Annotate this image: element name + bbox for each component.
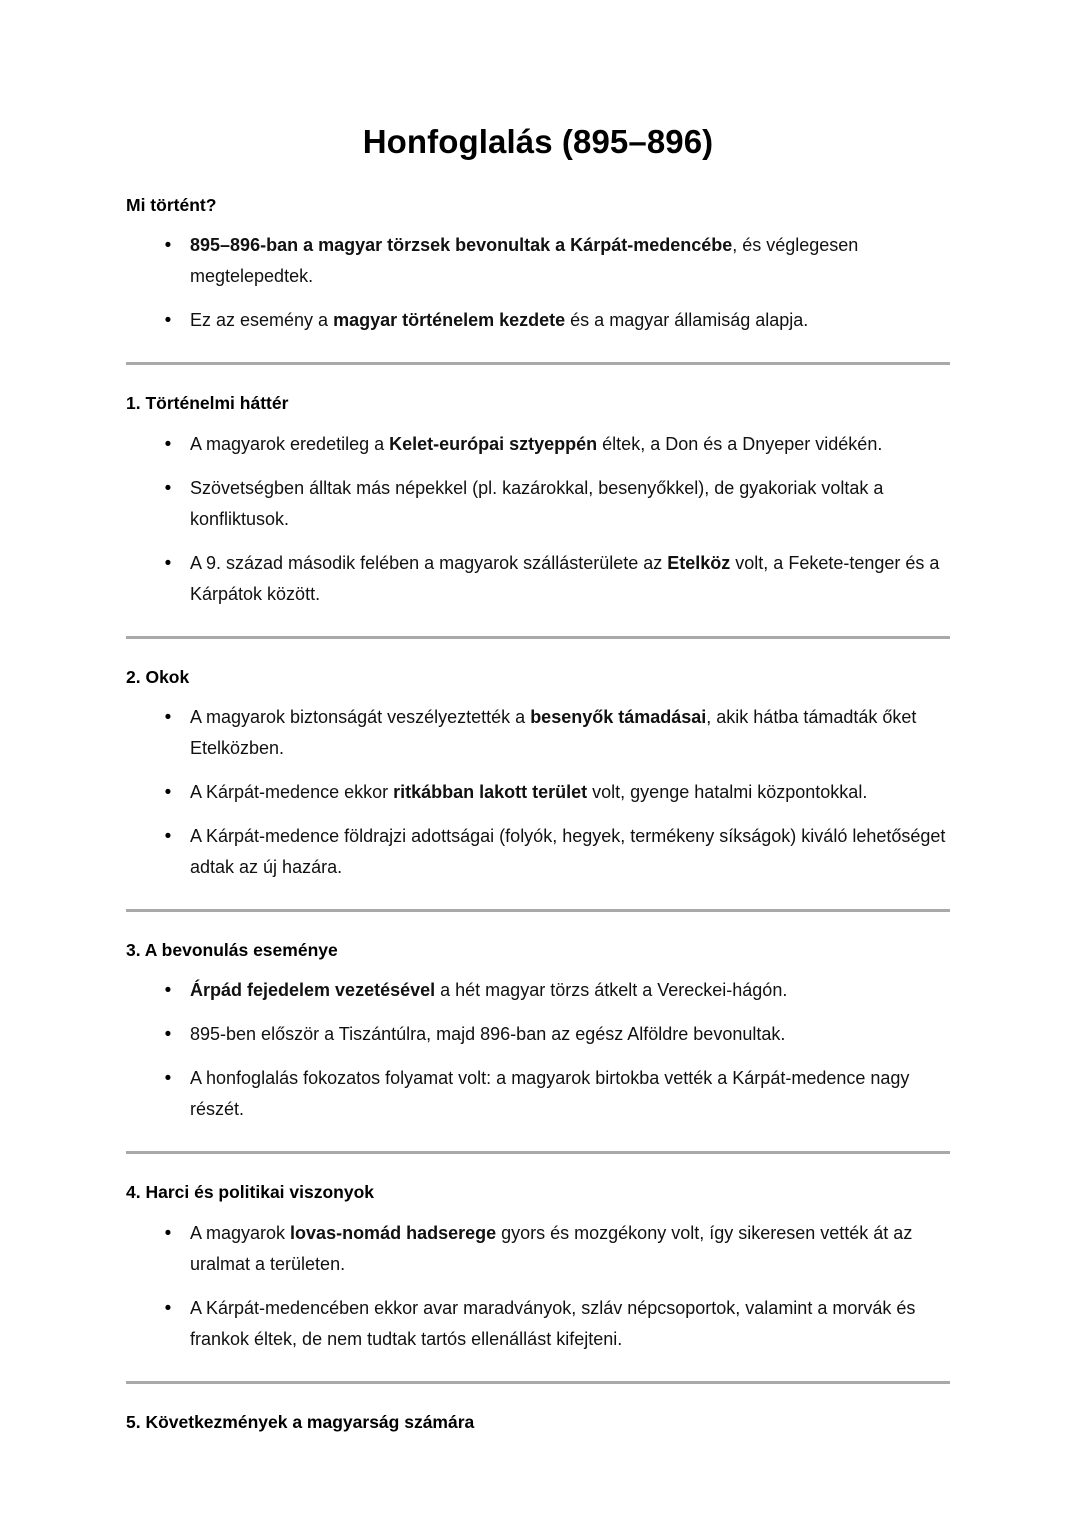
bullet-list [126,429,950,610]
list-item [126,975,950,1006]
bullet-dot-icon: • [164,552,172,574]
page-title: Honfoglalás (895–896) [362,123,714,160]
plain-text: A magyarok biztonságát veszélyeztették a [190,707,531,728]
plain-text: A honfoglalás fokozatos folyamat volt: a magyarok birtokba vették a Kárpát-medence nagy részét. [190,1068,910,1120]
section-4 [126,938,950,1125]
bullet-dot-icon: • [164,1068,172,1090]
plain-text: A Kárpát-medence földrajzi adottságai (folyók, hegyek, termékeny síkságok) kiváló lehetőséget adtak az új hazára. [190,826,946,878]
section-1 [126,193,950,336]
plain-text: 895-ben először a Tiszántúlra, majd 896-ban az egész Alföldre bevonultak. [190,1024,786,1045]
list-item-text [190,782,867,802]
section-heading: 5. Következmények a magyarság számára [126,1411,475,1432]
list-item [126,821,950,883]
plain-text: gyors és mozgékony volt, így sikeresen vették át az uralmat a területen. [190,1222,913,1274]
list-item [126,305,950,336]
bullet-list [126,1218,950,1355]
list-item-text [190,1298,915,1349]
plain-text: A magyarok [190,1222,291,1243]
plain-text: és a magyar államiság alapja. [565,310,809,331]
document-content [126,0,950,1441]
section-heading: Mi történt? [126,194,217,215]
plain-text: éltek, a Don és a Dnyeper vidékén. [597,433,883,454]
list-item [126,230,950,292]
section-heading: 4. Harci és politikai viszonyok [126,1182,375,1203]
list-item-text [190,1223,912,1274]
section-divider [126,636,950,639]
emphasis-text: Kelet-európai sztyeppén [389,433,598,454]
emphasis-text: Árpád fejedelem vezetésével [190,980,436,1001]
section-6 [126,1410,950,1435]
plain-text: , és véglegesen megtelepedtek. [190,235,859,287]
section-divider [126,1151,950,1154]
list-item [126,1218,950,1280]
list-item-text [190,1024,785,1044]
list-item-text [190,310,808,330]
emphasis-text: magyar történelem kezdete [333,310,566,331]
list-item-text [190,434,882,454]
list-item-text [190,478,883,529]
list-item [126,1063,950,1125]
list-item-text [190,826,945,877]
list-item [126,702,950,764]
bullet-dot-icon: • [164,1024,172,1046]
bullet-dot-icon: • [164,310,172,332]
bullet-list [126,975,950,1125]
section-divider [126,362,950,365]
bullet-dot-icon: • [164,707,172,729]
emphasis-text: besenyők támadásai [530,707,707,728]
section-heading: 2. Okok [126,666,190,687]
bullet-dot-icon: • [164,1297,172,1319]
sections-container [126,193,950,1435]
plain-text: A 9. század második felében a magyarok szállásterülete az [190,552,668,573]
section-heading: 3. A bevonulás eseménye [126,940,338,961]
bullet-dot-icon: • [164,1222,172,1244]
section-heading: 1. Történelmi háttér [126,393,289,414]
bullet-dot-icon: • [164,433,172,455]
plain-text: A Kárpát-medence ekkor [190,782,394,803]
bullet-dot-icon: • [164,235,172,257]
list-item-text [190,980,787,1000]
plain-text: , akik hátba támadták őket Etelközben. [190,707,917,759]
bullet-list [126,702,950,883]
list-item-text [190,553,939,604]
emphasis-text: Etelköz [667,552,731,573]
list-item-text [190,235,858,286]
section-2 [126,391,950,609]
list-item [126,473,950,535]
list-item [126,1293,950,1355]
bullet-dot-icon: • [164,477,172,499]
plain-text: Ez az esemény a [190,310,334,331]
emphasis-text: lovas-nomád hadserege [290,1222,497,1243]
emphasis-text: 895–896-ban a magyar törzsek bevonultak a Kárpát-medencébe [190,235,733,256]
plain-text: a hét magyar törzs átkelt a Vereckei-hágón. [435,980,788,1001]
list-item [126,777,950,808]
list-item-text [190,707,916,758]
section-divider [126,909,950,912]
bullet-dot-icon: • [164,782,172,804]
section-5 [126,1180,950,1354]
emphasis-text: ritkábban lakott terület [393,782,588,803]
plain-text: Szövetségben álltak más népekkel (pl. kazárokkal, besenyőkkel), de gyakoriak voltak a konfliktusok. [190,477,884,529]
list-item [126,429,950,460]
list-item [126,548,950,610]
plain-text: volt, gyenge hatalmi központokkal. [587,782,868,803]
section-divider [126,1381,950,1384]
bullet-dot-icon: • [164,826,172,848]
section-3 [126,665,950,883]
plain-text: A magyarok eredetileg a [190,433,390,454]
bullet-dot-icon: • [164,980,172,1002]
plain-text: A Kárpát-medencében ekkor avar maradványok, szláv népcsoportok, valamint a morvák és frankok éltek, de nem tudtak tartós ellenállást kifejteni. [190,1297,916,1349]
plain-text: volt, a Fekete-tenger és a Kárpátok között. [190,552,940,604]
bullet-list [126,230,950,336]
list-item-text [190,1068,909,1119]
list-item [126,1019,950,1050]
